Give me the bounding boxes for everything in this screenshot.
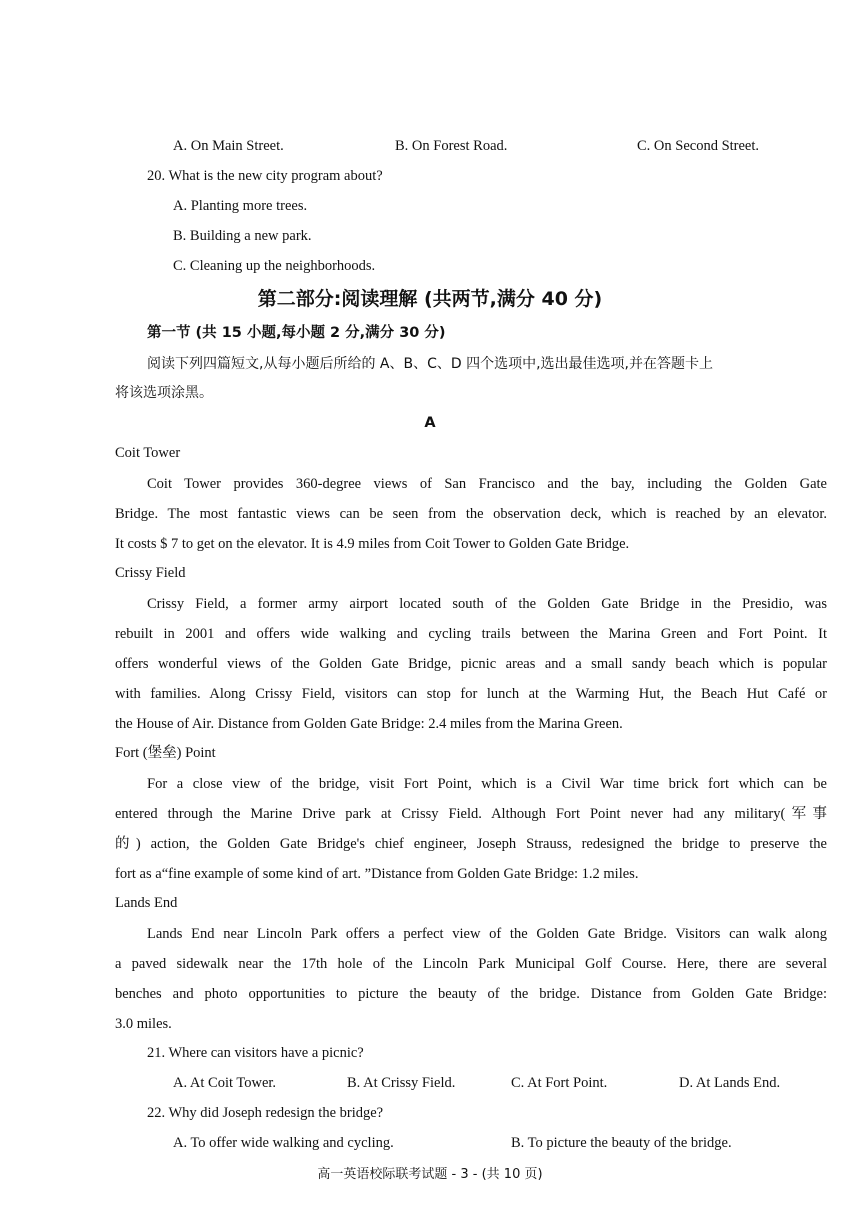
section-title-crissy-field: Crissy Field [115, 565, 186, 581]
instructions-line-1: 阅读下列四篇短文,从每小题后所给的 A、B、C、D 四个选项中,选出最佳选项,并在答题卡上 [147, 356, 713, 372]
crissy-paragraph-line: with families. Along Crissy Field, visitors can stop for lunch at the Warming Hut, the Beach Hut Café or [115, 686, 827, 702]
q21-option-b: B. At Crissy Field. [347, 1075, 456, 1091]
coit-paragraph-line: Bridge. The most fantastic views can be seen from the observation deck, which is reached by an elevator. [115, 506, 827, 522]
q22-option-a: A. To offer wide walking and cycling. [173, 1135, 394, 1151]
q20-option-a: A. Planting more trees. [173, 198, 308, 214]
instructions-line-2: 将该选项涂黑。 [115, 385, 213, 401]
q21-option-d: D. At Lands End. [679, 1075, 781, 1091]
crissy-paragraph-line: Crissy Field, a former army airport located south of the Golden Gate Bridge in the Presidio, was [147, 596, 827, 612]
lands-paragraph-line: benches and photo opportunities to picture the beauty of the bridge. Distance from Golden Gate Bridge: [115, 986, 827, 1002]
q22-stem: 22. Why did Joseph redesign the bridge? [147, 1105, 384, 1121]
q19-option-b: B. On Forest Road. [395, 138, 508, 154]
crissy-paragraph-line: rebuilt in 2001 and offers wide walking and cycling trails between the Marina Green and Fort Point. It [115, 626, 827, 642]
section-title-coit-tower: Coit Tower [115, 445, 181, 461]
fort-paragraph-line: fort as a“fine example of some kind of art. ”Distance from Golden Gate Bridge: 1.2 miles. [115, 866, 639, 882]
lands-paragraph-line: 3.0 miles. [115, 1016, 172, 1032]
section-title-lands-end: Lands End [115, 895, 178, 911]
q19-option-a: A. On Main Street. [173, 138, 284, 154]
coit-paragraph-line: It costs $ 7 to get on the elevator. It is 4.9 miles from Coit Tower to Golden Gate Bridge. [115, 536, 630, 552]
coit-paragraph-line: Coit Tower provides 360-degree views of San Francisco and the bay, including the Golden Gate [147, 476, 827, 492]
fort-paragraph-line: For a close view of the bridge, visit Fort Point, which is a Civil War time brick fort which can be [147, 776, 827, 792]
q20-option-b: B. Building a new park. [173, 228, 312, 244]
passage-label: A [424, 415, 436, 431]
lands-paragraph-line: Lands End near Lincoln Park offers a perfect view of the Golden Gate Bridge. Visitors can walk along [147, 926, 827, 942]
lands-paragraph-line: a paved sidewalk near the 17th hole of the Lincoln Park Municipal Golf Course. Here, there are several [115, 956, 827, 972]
crissy-paragraph-line: offers wonderful views of the Golden Gate Bridge, picnic areas and a small sandy beach which is popular [115, 656, 827, 672]
q22-option-b: B. To picture the beauty of the bridge. [511, 1135, 732, 1151]
q21-stem: 21. Where can visitors have a picnic? [147, 1045, 364, 1061]
page-footer: 高一英语校际联考试题 - 3 - (共 10 页) [317, 1167, 543, 1182]
part2-title: 第二部分:阅读理解 (共两节,满分 40 分) [257, 288, 603, 310]
crissy-paragraph-line: the House of Air. Distance from Golden Gate Bridge: 2.4 miles from the Marina Green. [115, 716, 623, 732]
q20-stem: 20. What is the new city program about? [147, 168, 383, 184]
fort-paragraph-line: entered through the Marine Drive park at Crissy Field. Although Fort Point never had any military(军事 [115, 806, 827, 822]
fort-paragraph-line: 的) action, the Golden Gate Bridge's chief engineer, Joseph Strauss, redesigned the bridge to preserve the [115, 836, 827, 852]
q21-option-a: A. At Coit Tower. [173, 1075, 277, 1091]
section1-title: 第一节 (共 15 小题,每小题 2 分,满分 30 分) [147, 325, 446, 341]
q19-option-c: C. On Second Street. [637, 138, 760, 154]
q20-option-c: C. Cleaning up the neighborhoods. [173, 258, 376, 274]
q21-option-c: C. At Fort Point. [511, 1075, 608, 1091]
section-title-fort-point: Fort (堡垒) Point [115, 745, 216, 761]
